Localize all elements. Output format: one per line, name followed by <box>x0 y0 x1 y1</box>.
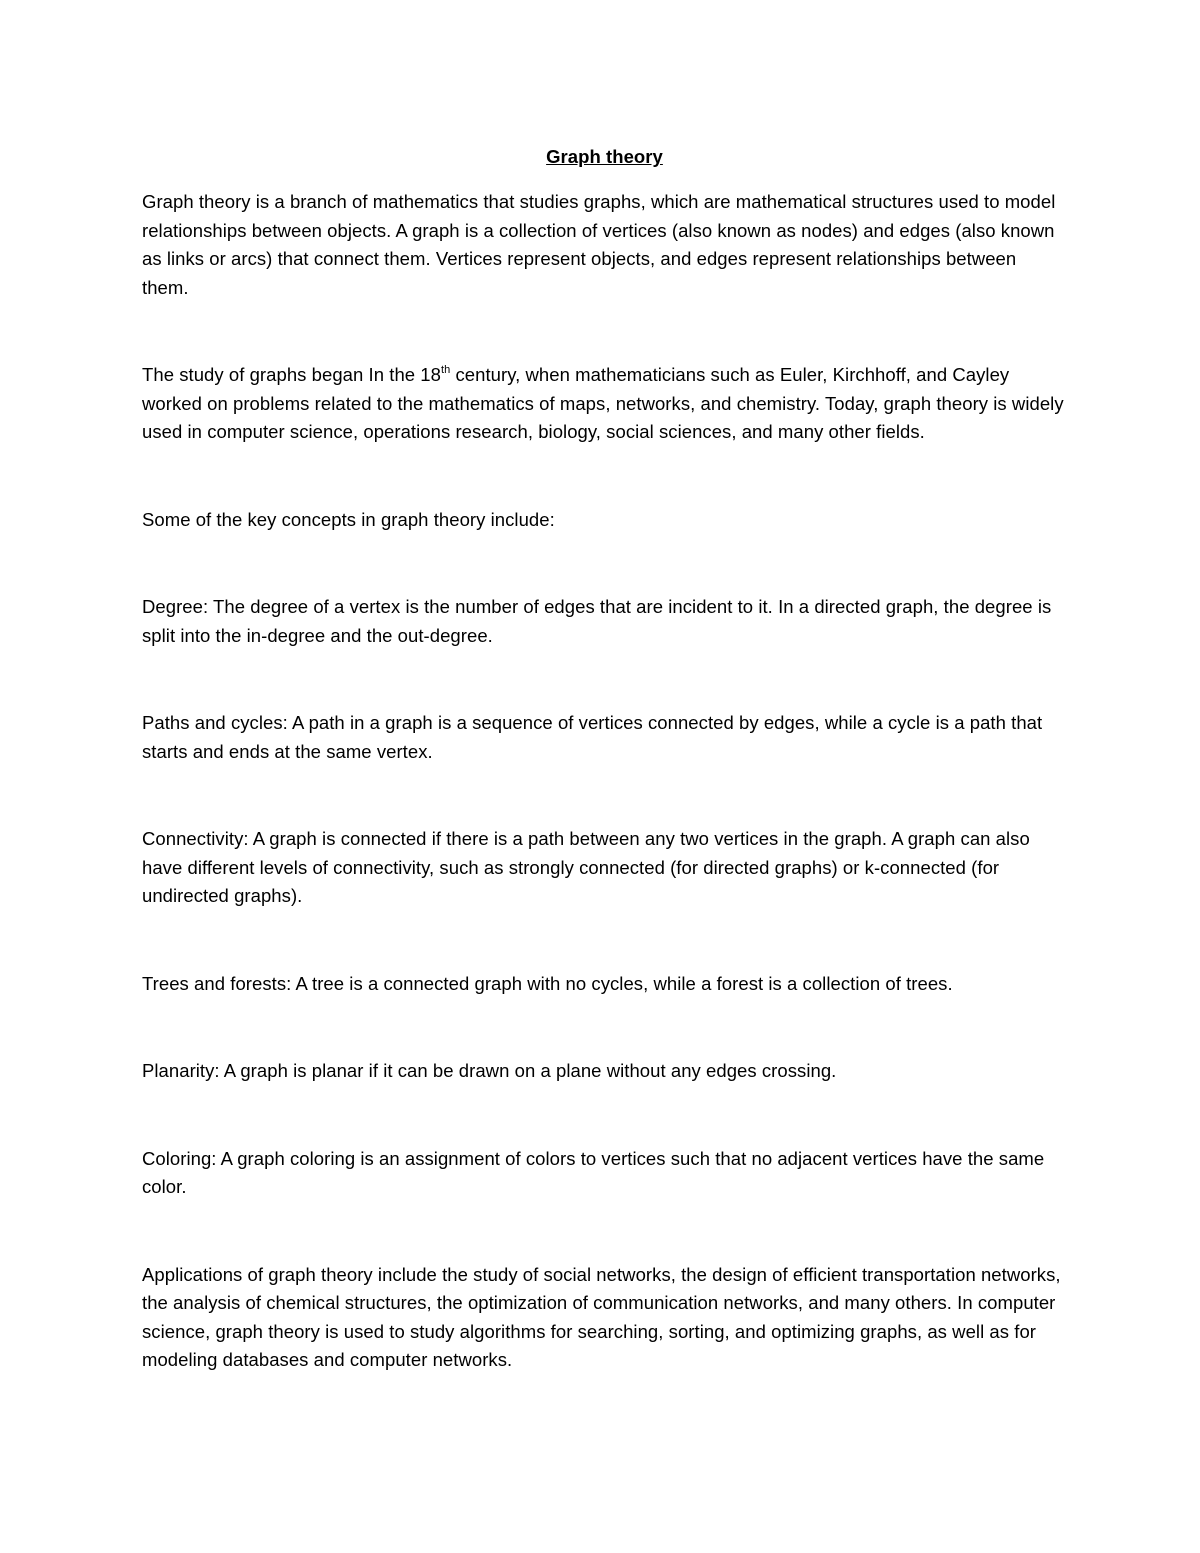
document-body <box>142 143 1067 1375</box>
concept-connectivity-paragraph: Connectivity: A graph is connected if there is a path between any two vertices in the graph. A graph can also have different levels of connectivity, such as strongly connected (for directed graphs) or k-connected (for undirected graphs). <box>142 828 1030 906</box>
document-title: Graph theory <box>546 146 663 167</box>
concept-coloring-paragraph: Coloring: A graph coloring is an assignment of colors to vertices such that no adjacent vertices have the same color. <box>142 1147 1045 1197</box>
applications-paragraph: Applications of graph theory include the study of social networks, the design of efficient transportation networks, the analysis of chemical structures, the optimization of communication networks, and many others. In computer science, graph theory is used to study algorithms for searching, sorting, and optimizing graphs, as well as for modeling databases and computer networks. <box>142 1263 1061 1370</box>
concept-paths-cycles-paragraph: Paths and cycles: A path in a graph is a sequence of vertices connected by edges, while a cycle is a path that starts and ends at the same vertex. <box>142 712 1043 762</box>
concept-planarity-paragraph: Planarity: A graph is planar if it can be drawn on a plane without any edges crossing. <box>142 1060 837 1081</box>
ordinal-superscript: th <box>441 364 451 376</box>
history-text-end: century, when mathematicians such as Euler, Kirchhoff, and Cayley worked on problems related to the mathematics of maps, networks, and chemistry. Today, graph theory is widely used in computer science, operations research, biology, social sciences, and many other fields. <box>142 364 1064 442</box>
history-paragraph <box>142 361 1067 447</box>
concepts-intro-paragraph: Some of the key concepts in graph theory include: <box>142 508 555 530</box>
concept-degree-paragraph: Degree: The degree of a vertex is the number of edges that are incident to it. In a directed graph, the degree is split into the in-degree and the out-degree. <box>142 596 1052 646</box>
concept-trees-forests-paragraph: Trees and forests: A tree is a connected graph with no cycles, while a forest is a collection of trees. <box>142 972 953 994</box>
history-text-start: The study of graphs began In the 18 <box>142 364 441 385</box>
intro-paragraph: Graph theory is a branch of mathematics that studies graphs, which are mathematical structures used to model relationships between objects. A graph is a collection of vertices (also known as nodes) and edges (also known as links or arcs) that connect them. Vertices represent objects, and edges represent relationships between them. <box>142 191 1056 298</box>
